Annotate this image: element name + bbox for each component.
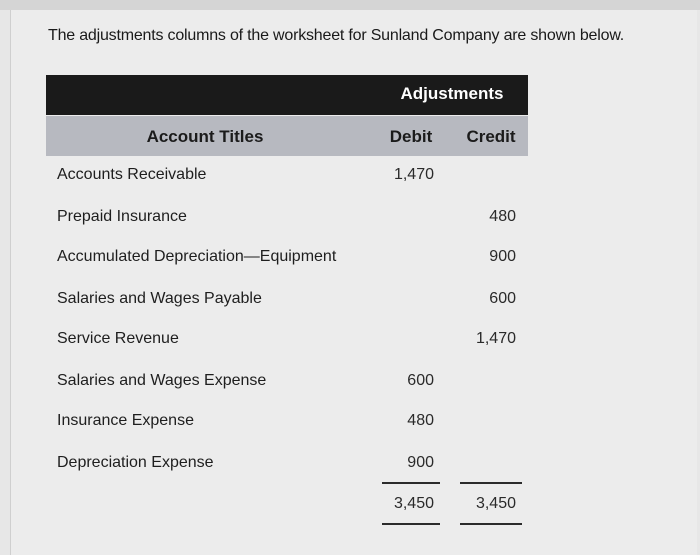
credit-amount: 900 [489, 248, 516, 265]
table-row [0, 412, 700, 442]
table-row [0, 208, 700, 238]
debit-total: 3,450 [393, 495, 434, 512]
credit-amount: 480 [489, 208, 516, 225]
top-bar [0, 0, 700, 10]
table-row [0, 248, 700, 278]
debit-total-rule [382, 523, 440, 525]
debit-header: Debit [389, 127, 433, 146]
adjustments-header-label: Adjustments [400, 84, 504, 103]
credit-total-rule [460, 523, 522, 525]
table-row [0, 372, 700, 402]
credit-amount: 600 [489, 290, 516, 307]
account-name: Accounts Receivable [57, 166, 207, 183]
table-row [0, 290, 700, 320]
account-name: Accumulated Depreciation—Equipment [57, 248, 337, 265]
credit-amount: 1,470 [475, 330, 516, 347]
credit-header: Credit [466, 127, 516, 146]
totals-row [0, 495, 700, 525]
table-row [0, 166, 700, 196]
debit-amount: 1,470 [393, 166, 434, 183]
account-name: Salaries and Wages Expense [57, 372, 267, 389]
table-row [0, 454, 700, 484]
question-text: The adjustments columns of the worksheet for Sunland Company are shown below. [48, 27, 625, 44]
account-name: Depreciation Expense [57, 454, 214, 471]
account-titles-header: Account Titles [146, 127, 264, 146]
account-name: Prepaid Insurance [57, 208, 187, 225]
debit-amount: 600 [407, 372, 434, 389]
table-row [0, 330, 700, 360]
account-name: Insurance Expense [57, 412, 194, 429]
account-name: Salaries and Wages Payable [57, 290, 262, 307]
credit-subtotal-rule [460, 482, 522, 484]
debit-amount: 480 [407, 412, 434, 429]
debit-subtotal-rule [382, 482, 440, 484]
account-name: Service Revenue [57, 330, 179, 347]
debit-amount: 900 [407, 454, 434, 471]
credit-total: 3,450 [475, 495, 516, 512]
